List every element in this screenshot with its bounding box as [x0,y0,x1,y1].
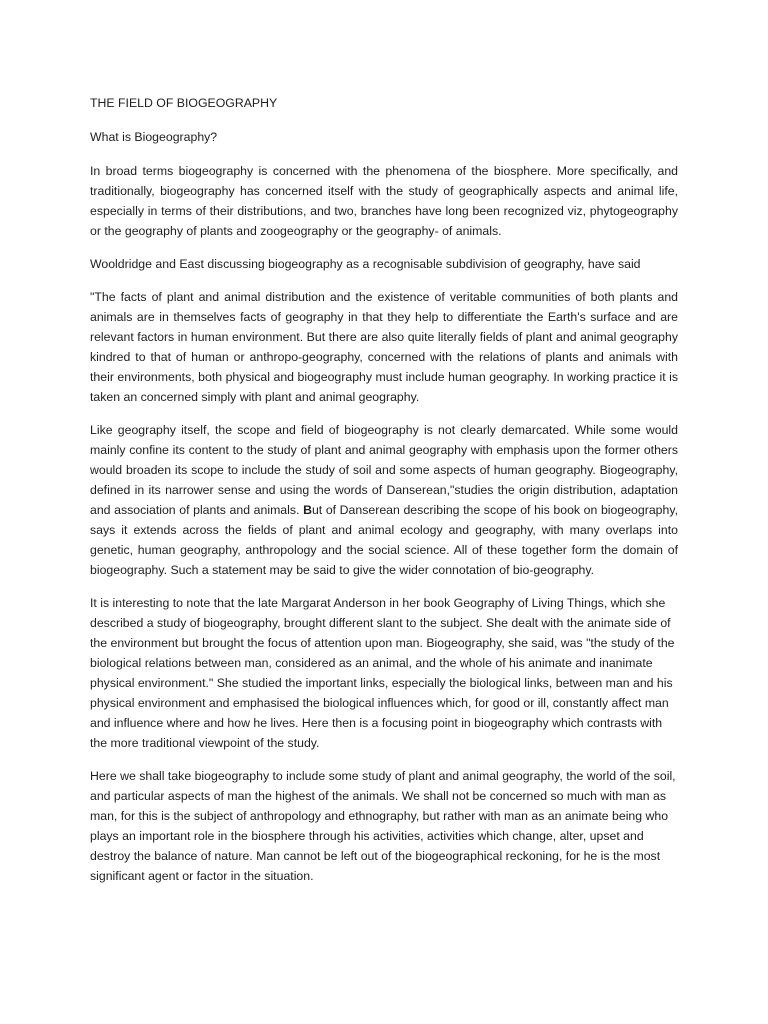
paragraph-conclusion: Here we shall take biogeography to include some study of plant and animal geography, the world of the soil, and particular aspects of man the highest of the animals. We shall not be concerned so much with man as man, for this is the subject of anthropology and ethnography, but rather with man as an animate being who plays an important role in the biosphere through his activities, activities which change, alter, upset and destroy the balance of nature. Man cannot be left out of the biogeographical reckoning, for he is the most significant agent or factor in the situation. [90,769,676,883]
paragraph-scope-text-b: ut of Danserean describing the scope of his book on biogeography, says it extends across the fields of plant and animal ecology and geography, with many overlaps into genetic, human geography, anthropology and the social science. All of these together form the domain of biogeography. Such a statement may be said to give the wider connotation of bio-geography. [90,503,678,577]
section-heading: What is Biogeography? [90,130,218,144]
paragraph-quote: "The facts of plant and animal distribution and the existence of veritable communities of both plants and animals are in themselves facts of geography in that they help to differentiate the Earth's surface and are relevant factors in human environment. But there are also quite literally fields of plant and animal geography kindred to that of human or anthropo-geography, concerned with the relations of plants and animals with their environments, both physical and biogeography must include human geography. In working practice it is taken an concerned simply with plant and animal geography. [90,290,678,404]
paragraph-scope [90,420,678,580]
paragraph-wooldridge: Wooldridge and East discussing biogeography as a recognisable subdivision of geography, have said [90,257,641,271]
paragraph-anderson: It is interesting to note that the late Margarat Anderson in her book Geography of Living Things, which she described a study of biogeography, brought different slant to the subject. She dealt with the animate side of the environment but brought the focus of attention upon man. Biogeography, she said, was "the study of the biological relations between man, considered as an animal, and the whole of his animate and inanimate physical environment." She studied the important links, especially the biological links, between man and his physical environment and emphasised the biological influences which, for good or ill, constantly affect man and influence where and how he lives. Here then is a focusing point in biogeography which contrasts with the more traditional viewpoint of the study. [90,596,675,750]
paragraph-scope-text-a: Like geography itself, the scope and field of biogeography is not clearly demarcated. While some would mainly confine its content to the study of plant and animal geography with emphasis upon the former others would broaden its scope to include the study of soil and some aspects of human geography. Biogeography, defined in its narrower sense and using the words of Danserean,"studies the origin distribution, adaptation and association of plants and animals. [90,423,678,517]
document-body [90,93,678,899]
paragraph-intro: In broad terms biogeography is concerned with the phenomena of the biosphere. More specifically, and traditionally, biogeography has concerned itself with the study of geographically aspects and animal life, especially in terms of their distributions, and two, branches have long been recognized viz, phytogeography or the geography of plants and zoogeography or the geography- of animals. [90,164,678,238]
document-title: THE FIELD OF BIOGEOGRAPHY [90,96,278,110]
paragraph-scope-bold-initial: B [303,503,312,517]
